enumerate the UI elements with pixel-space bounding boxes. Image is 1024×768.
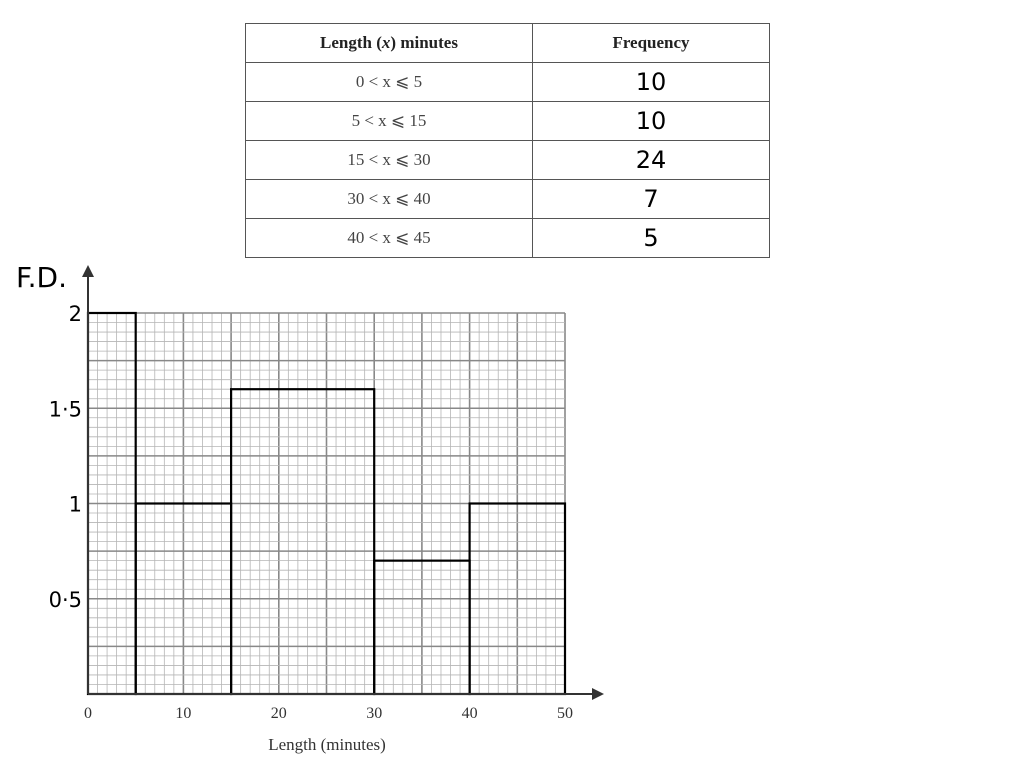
- x-axis-arrow: [592, 688, 604, 700]
- frequency-value: 5: [533, 219, 770, 258]
- class-interval: 15 < x ⩽ 30: [246, 141, 533, 180]
- frequency-value: 10: [533, 102, 770, 141]
- x-tick-label: 0: [84, 705, 92, 722]
- frequency-value: 7: [533, 180, 770, 219]
- x-tick-label: 20: [270, 705, 287, 722]
- x-tick-label: 50: [557, 705, 573, 722]
- y-axis-arrow: [82, 265, 94, 277]
- y-tick-label: 1: [68, 492, 82, 517]
- column-header-length: Length (x) minutes: [246, 24, 533, 63]
- x-axis-label: Length (minutes): [268, 735, 386, 754]
- column-header-frequency: Frequency: [533, 24, 770, 63]
- frequency-value: 10: [533, 63, 770, 102]
- x-tick-label: 10: [175, 705, 192, 722]
- class-interval: 40 < x ⩽ 45: [246, 219, 533, 258]
- axis-labels: [16, 261, 573, 754]
- class-interval: 30 < x ⩽ 40: [246, 180, 533, 219]
- y-tick-label: 0·5: [48, 587, 82, 612]
- y-tick-label: 2: [68, 302, 82, 326]
- x-tick-label: 40: [461, 705, 478, 722]
- class-interval: 0 < x ⩽ 5: [246, 63, 533, 102]
- frequency-value: 24: [533, 141, 770, 180]
- y-tick-label: 1·5: [48, 397, 82, 422]
- class-interval: 5 < x ⩽ 15: [246, 102, 533, 141]
- axes: [82, 265, 604, 700]
- y-axis-label: F.D.: [16, 261, 67, 294]
- x-tick-label: 30: [366, 705, 383, 722]
